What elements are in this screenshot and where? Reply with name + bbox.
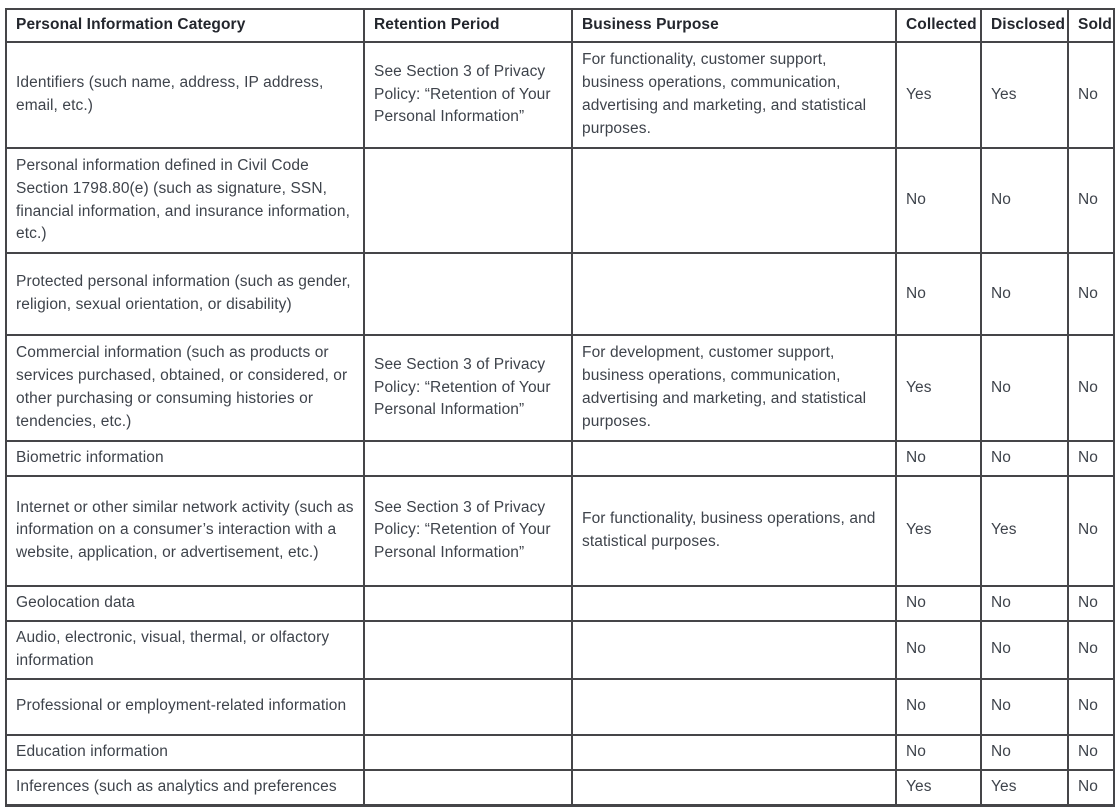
cell-retention — [364, 148, 572, 253]
cell-purpose: For functionality, business operations, and statistical purposes. — [572, 476, 896, 586]
cell-retention: See Section 3 of Privacy Policy: “Retention of Your Personal Information” — [364, 476, 572, 586]
col-header-sold: Sold — [1068, 9, 1114, 42]
cell-sold: No — [1068, 679, 1114, 735]
cell-sold: No — [1068, 441, 1114, 476]
cell-retention — [364, 621, 572, 679]
cell-category: Personal information defined in Civil Code Section 1798.80(e) (such as signature, SSN, financial information, and insurance information, etc.) — [6, 148, 364, 253]
cell-category: Internet or other similar network activity (such as information on a consumer’s interaction with a website, application, or advertisement, etc.) — [6, 476, 364, 586]
cell-collected: No — [896, 735, 981, 770]
cell-category: Identifiers (such name, address, IP address, email, etc.) — [6, 42, 364, 148]
cell-collected: No — [896, 148, 981, 253]
cell-sold: No — [1068, 586, 1114, 621]
cell-collected: No — [896, 679, 981, 735]
cell-purpose — [572, 735, 896, 770]
personal-information-table — [5, 8, 1115, 807]
cell-category: Audio, electronic, visual, thermal, or olfactory information — [6, 621, 364, 679]
cell-disclosed: No — [981, 441, 1068, 476]
cell-collected: Yes — [896, 335, 981, 441]
cell-sold: No — [1068, 735, 1114, 770]
table-row-commercial — [6, 335, 1114, 441]
table-row-geolocation — [6, 586, 1114, 621]
cell-collected: Yes — [896, 42, 981, 148]
cell-retention — [364, 253, 572, 335]
table-row-professional — [6, 679, 1114, 735]
cell-disclosed: Yes — [981, 42, 1068, 148]
cell-purpose: For functionality, customer support, business operations, communication, advertising and marketing, and statistical purposes. — [572, 42, 896, 148]
table-row-biometric — [6, 441, 1114, 476]
cell-retention: See Section 3 of Privacy Policy: “Retention of Your Personal Information” — [364, 335, 572, 441]
cell-retention — [364, 441, 572, 476]
cell-category: Inferences (such as analytics and preferences — [6, 770, 364, 805]
cell-disclosed: No — [981, 586, 1068, 621]
cell-disclosed: No — [981, 335, 1068, 441]
cell-purpose: For development, customer support, business operations, communication, advertising and marketing, and statistical purposes. — [572, 335, 896, 441]
cell-purpose — [572, 679, 896, 735]
cell-category: Biometric information — [6, 441, 364, 476]
cell-purpose — [572, 441, 896, 476]
cell-disclosed: No — [981, 735, 1068, 770]
cell-collected: Yes — [896, 476, 981, 586]
col-header-purpose: Business Purpose — [572, 9, 896, 42]
cell-disclosed: No — [981, 148, 1068, 253]
cell-sold: No — [1068, 335, 1114, 441]
cell-purpose — [572, 253, 896, 335]
cell-retention — [364, 586, 572, 621]
cell-retention: See Section 3 of Privacy Policy: “Retention of Your Personal Information” — [364, 42, 572, 148]
cell-sold: No — [1068, 42, 1114, 148]
cell-disclosed: Yes — [981, 770, 1068, 805]
cell-sold: No — [1068, 148, 1114, 253]
table-row-internet-activity — [6, 476, 1114, 586]
table-row-education — [6, 735, 1114, 770]
cell-disclosed: No — [981, 253, 1068, 335]
cell-collected: No — [896, 586, 981, 621]
cell-category: Protected personal information (such as gender, religion, sexual orientation, or disability) — [6, 253, 364, 335]
cell-sold: No — [1068, 621, 1114, 679]
table-row-audio-visual — [6, 621, 1114, 679]
cell-sold: No — [1068, 770, 1114, 805]
table-row-identifiers — [6, 42, 1114, 148]
cell-collected: No — [896, 253, 981, 335]
cell-purpose — [572, 586, 896, 621]
cell-collected: Yes — [896, 770, 981, 805]
cell-category: Commercial information (such as products or services purchased, obtained, or considered, or other purchasing or consuming histories or tendencies, etc.) — [6, 335, 364, 441]
cell-retention — [364, 735, 572, 770]
table-header-row — [6, 9, 1114, 42]
cell-disclosed: No — [981, 621, 1068, 679]
cell-disclosed: Yes — [981, 476, 1068, 586]
cell-category: Education information — [6, 735, 364, 770]
cell-category: Professional or employment-related information — [6, 679, 364, 735]
cell-disclosed: No — [981, 679, 1068, 735]
cell-collected: No — [896, 441, 981, 476]
cell-retention — [364, 679, 572, 735]
cell-sold: No — [1068, 476, 1114, 586]
col-header-retention: Retention Period — [364, 9, 572, 42]
cell-category: Geolocation data — [6, 586, 364, 621]
cell-sold: No — [1068, 253, 1114, 335]
col-header-disclosed: Disclosed — [981, 9, 1068, 42]
cell-purpose — [572, 148, 896, 253]
table-row-civil-code — [6, 148, 1114, 253]
table-row-protected-info — [6, 253, 1114, 335]
col-header-collected: Collected — [896, 9, 981, 42]
cell-purpose — [572, 621, 896, 679]
col-header-category: Personal Information Category — [6, 9, 364, 42]
cell-collected: No — [896, 621, 981, 679]
